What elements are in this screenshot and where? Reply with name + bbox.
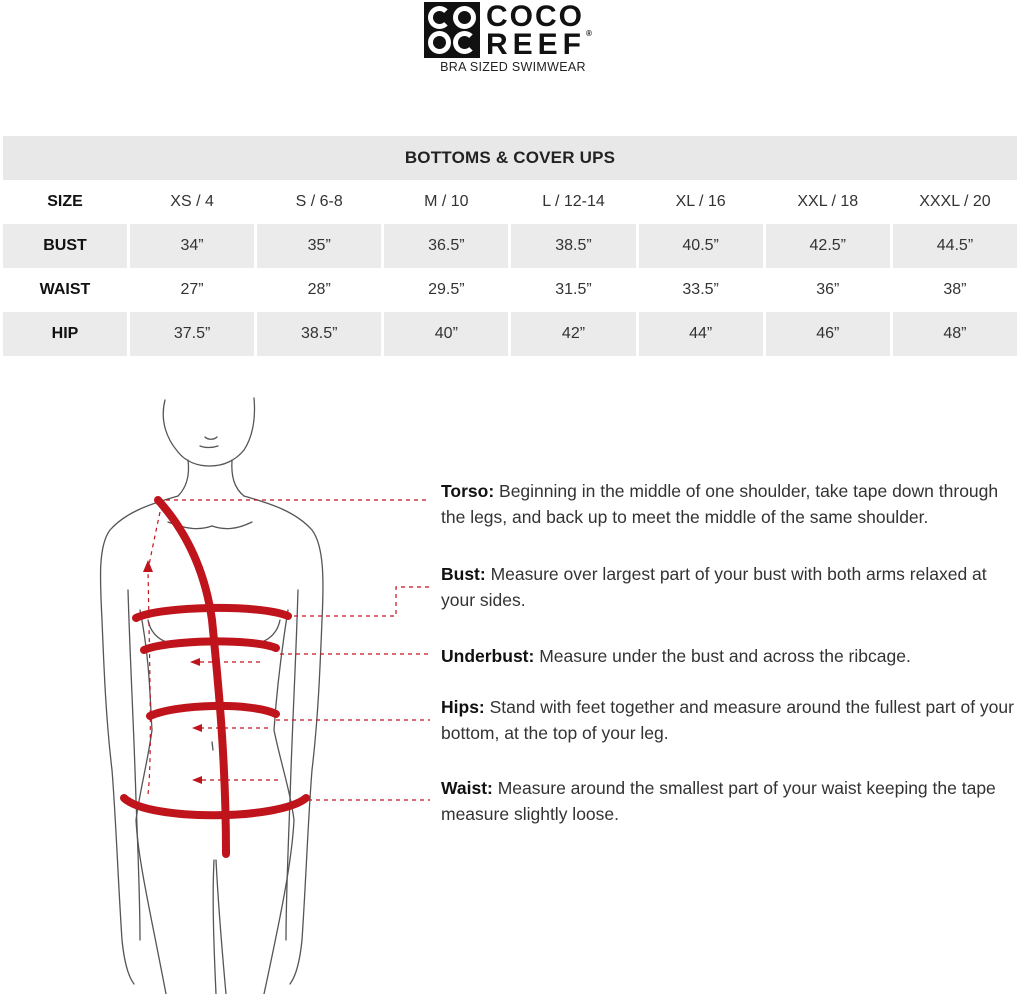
table-cell: 44.5” (893, 224, 1017, 268)
instruction-term: Hips: (441, 697, 485, 717)
row-label: BUST (3, 224, 127, 268)
instruction-term: Torso: (441, 481, 495, 501)
instruction-term: Underbust: (441, 646, 535, 666)
table-cell: 44” (639, 312, 763, 356)
instruction-text: Stand with feet together and measure around the fullest part of your bottom, at the top of your leg. (441, 697, 1014, 743)
row-label: WAIST (39, 281, 91, 298)
size-header-label: SIZE (47, 193, 83, 210)
table-cell: 34” (130, 224, 254, 268)
logo-mark-icon (424, 2, 480, 58)
instruction-text: Beginning in the middle of one shoulder, take tape down through the legs, and back up to meet the middle of the same shoulder. (441, 481, 999, 527)
logo-word-reef: REEF® (486, 28, 592, 61)
body-measurement-illustration (0, 380, 440, 994)
left-arrow-icon (192, 776, 202, 784)
size-chart-table (0, 136, 1020, 356)
brand-logo (424, 0, 604, 80)
table-cell: 38” (943, 281, 967, 298)
instruction-text: Measure over largest part of your bust with both arms relaxed at your sides. (441, 564, 987, 610)
instruction-term: Waist: (441, 778, 493, 798)
instruction-bust (441, 561, 1019, 613)
size-cell: XXXL / 20 (919, 193, 991, 210)
instruction-hips (441, 694, 1019, 746)
table-row-bust (3, 224, 1017, 268)
body-outline (100, 398, 323, 994)
table-cell: 37.5” (130, 312, 254, 356)
logo-tagline: BRA SIZED SWIMWEAR (440, 60, 586, 74)
size-cell: XXL / 18 (797, 193, 859, 210)
table-cell: 27” (180, 281, 204, 298)
table-cell: 33.5” (682, 281, 719, 298)
left-arrow-icon (190, 658, 200, 666)
table-cell: 38.5” (257, 312, 381, 356)
table-cell: 40.5” (639, 224, 763, 268)
table-row-hip (3, 312, 1017, 356)
instruction-term: Bust: (441, 564, 486, 584)
table-cell: 48” (893, 312, 1017, 356)
table-title: BOTTOMS & COVER UPS (3, 136, 1017, 180)
bust-guide-line (286, 587, 430, 616)
underbust-tape (144, 641, 276, 650)
logo-word-coco: COCO (486, 0, 584, 33)
table-cell: 40” (384, 312, 508, 356)
registered-mark: ® (586, 29, 592, 38)
waist-tape (124, 798, 306, 815)
table-cell: 35” (257, 224, 381, 268)
size-cell: XS / 4 (170, 193, 214, 210)
table-cell: 42.5” (766, 224, 890, 268)
size-header-row (3, 180, 1017, 224)
instruction-torso (441, 478, 1019, 530)
table-cell: 38.5” (511, 224, 635, 268)
table-cell: 31.5” (555, 281, 592, 298)
size-cell: S / 6-8 (295, 193, 343, 210)
table-row-waist (3, 268, 1017, 312)
hips-tape (150, 706, 276, 716)
table-cell: 29.5” (428, 281, 465, 298)
table-cell: 28” (307, 281, 331, 298)
guide-arrow-icons (143, 560, 202, 784)
up-arrow-icon (143, 560, 153, 572)
instruction-waist (441, 775, 1019, 827)
instruction-text: Measure around the smallest part of your waist keeping the tape measure slightly loose. (441, 778, 996, 824)
torso-tape (158, 500, 226, 854)
size-cell: L / 12-14 (542, 193, 605, 210)
left-arrow-icon (192, 724, 202, 732)
instruction-underbust (441, 643, 1019, 669)
table-cell: 36.5” (384, 224, 508, 268)
table-title-row (3, 136, 1017, 180)
table-cell: 42” (511, 312, 635, 356)
table-cell: 46” (766, 312, 890, 356)
size-cell: M / 10 (424, 193, 469, 210)
table-cell: 36” (816, 281, 840, 298)
row-label: HIP (3, 312, 127, 356)
size-cell: XL / 16 (675, 193, 726, 210)
instruction-text: Measure under the bust and across the ribcage. (534, 646, 911, 666)
